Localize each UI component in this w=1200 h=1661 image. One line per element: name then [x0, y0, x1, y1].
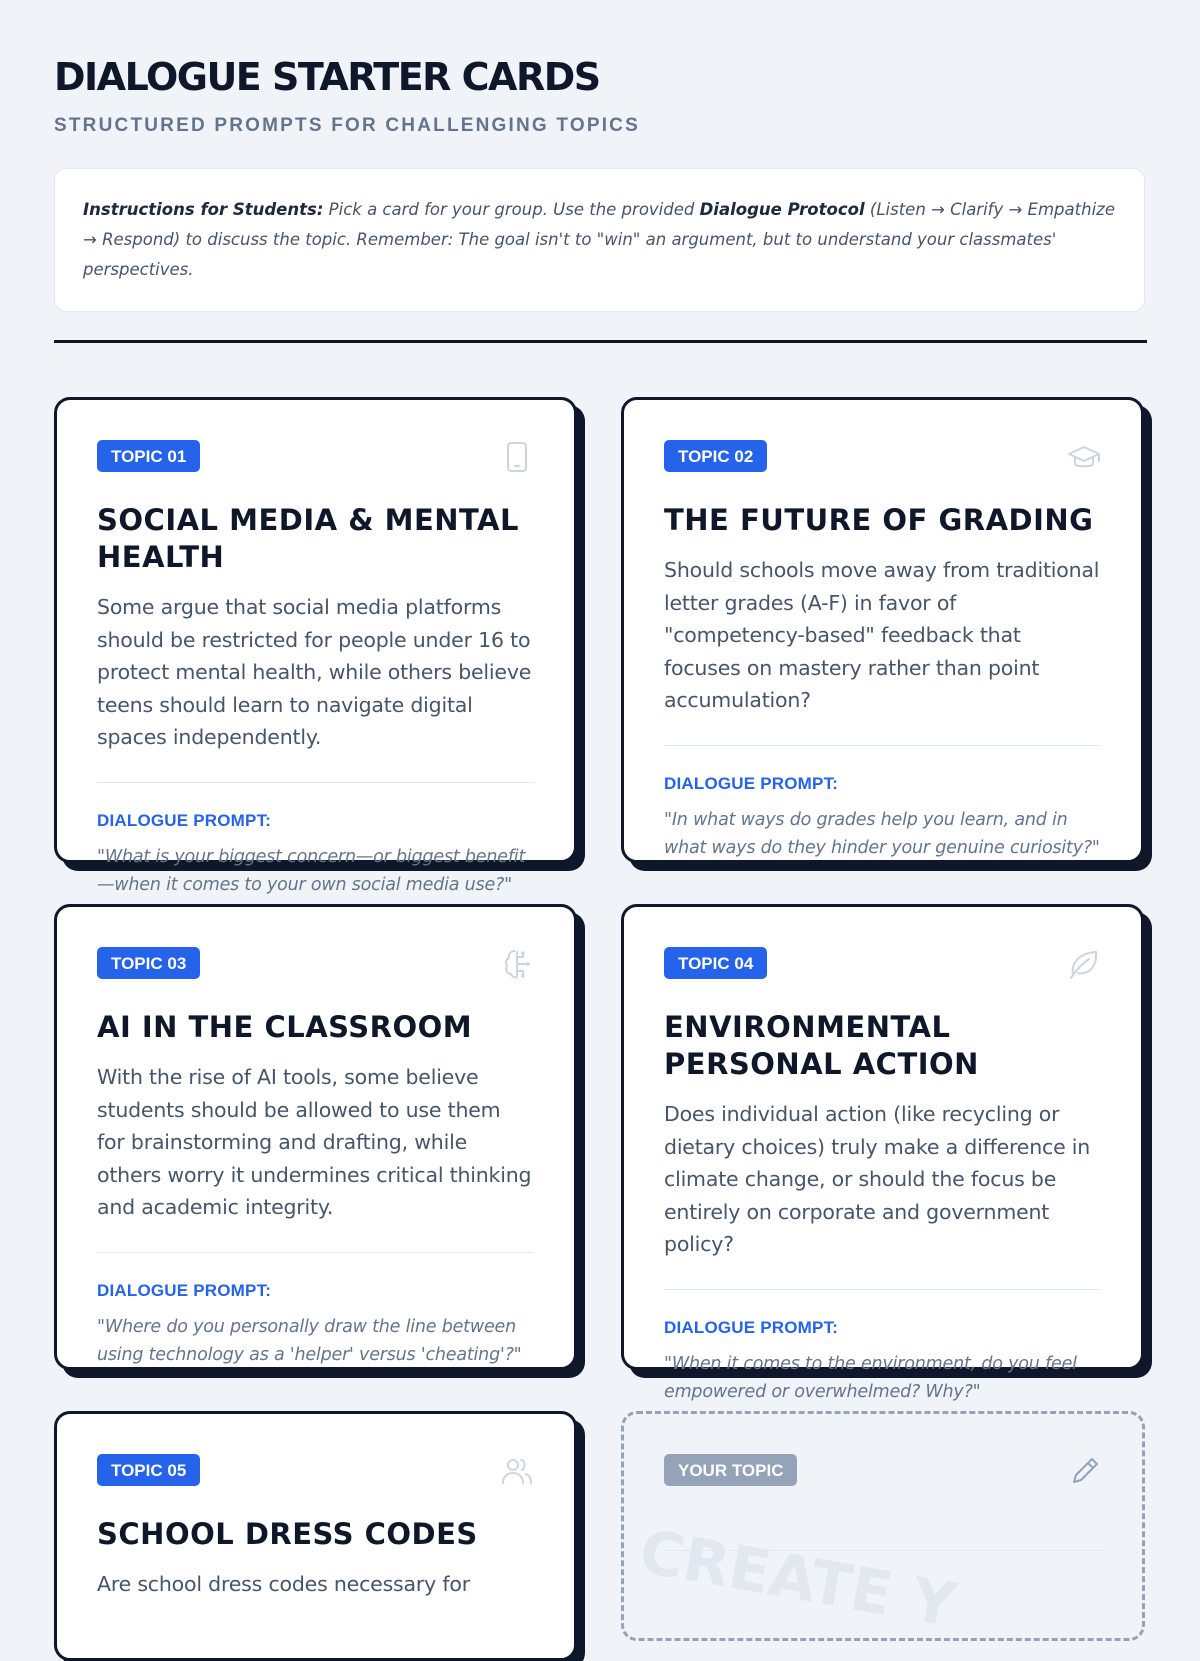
topic-badge: TOPIC 02 — [664, 440, 767, 472]
dialogue-prompt-label: DIALOGUE PROMPT: — [664, 773, 839, 793]
card-divider — [664, 1289, 1101, 1290]
smartphone-icon — [500, 440, 534, 474]
card-divider — [97, 1252, 534, 1253]
card-description: Should schools move away from traditional letter grades (A-F) in favor of "competency-based" feedback that focuses on mastery rather than point accumulation? — [664, 558, 1100, 712]
card-description: Some argue that social media platforms should be restricted for people under 16 to protect mental health, while others believe teens should learn to navigate digital spaces independently. — [97, 595, 532, 749]
topic-badge: TOPIC 03 — [97, 947, 200, 979]
dialogue-prompt-text: "In what ways do grades help you learn, and in what ways do they hinder your genuine curiosity?" — [664, 809, 1100, 858]
instructions-box — [54, 168, 1145, 312]
topic-badge: TOPIC 04 — [664, 947, 767, 979]
dialogue-prompt-label: DIALOGUE PROMPT: — [664, 1317, 839, 1337]
dialogue-prompt-label: DIALOGUE PROMPT: — [97, 1280, 272, 1300]
topic-badge: TOPIC 01 — [97, 440, 200, 472]
topic-card-04[interactable] — [621, 904, 1144, 1402]
topic-badge: TOPIC 05 — [97, 1454, 200, 1486]
card-divider — [97, 782, 534, 783]
card-divider — [664, 745, 1101, 746]
instructions-lead: Instructions for Students: — [83, 200, 324, 219]
dialogue-prompt-text: "What is your biggest concern—or biggest benefit—when it comes to your own social media use?" — [97, 846, 526, 895]
card-description: Are school dress codes necessary for — [97, 1572, 470, 1596]
page-title: DIALOGUE STARTER CARDS — [54, 55, 600, 99]
users-icon — [500, 1454, 534, 1488]
leaf-icon — [1067, 947, 1101, 981]
dialogue-prompt-label: DIALOGUE PROMPT: — [97, 810, 272, 830]
dialogue-prompt-text: "When it comes to the environment, do you feel empowered or overwhelmed? Why?" — [664, 1353, 1077, 1402]
card-title: SCHOOL DRESS CODES — [97, 1517, 478, 1551]
card-title: SOCIAL MEDIA & MENTAL HEALTH — [97, 503, 519, 574]
page-subtitle: STRUCTURED PROMPTS FOR CHALLENGING TOPICS — [54, 115, 640, 136]
card-description: Does individual action (like recycling or dietary choices) truly make a difference in climate change, or should the focus be entirely on corporate and government policy? — [664, 1102, 1091, 1256]
topic-card-02[interactable] — [621, 397, 1144, 863]
card-description: With the rise of AI tools, some believe students should be allowed to use them for brainstorming and drafting, while others worry it undermines critical thinking and academic integrity. — [97, 1065, 532, 1219]
custom-topic-card[interactable] — [621, 1411, 1145, 1641]
instructions-text-2: (Listen → Clarify → Empathize → Respond) to discuss the topic. Remember: The goal isn't to "win" an argument, but to understand your classmates' perspectives. — [83, 200, 1115, 279]
section-divider — [54, 340, 1147, 343]
dialogue-protocol-term: Dialogue Protocol — [699, 200, 865, 219]
topic-card-03[interactable] — [54, 904, 577, 1370]
brain-circuit-icon — [500, 947, 534, 981]
graduation-cap-icon — [1067, 440, 1101, 474]
dialogue-prompt-text: "Where do you personally draw the line between using technology as a 'helper' versus 'cheating'?" — [97, 1316, 522, 1365]
topic-card-05[interactable] — [54, 1411, 577, 1661]
custom-topic-badge: YOUR TOPIC — [664, 1454, 797, 1486]
pencil-icon[interactable] — [1068, 1454, 1102, 1488]
card-title: THE FUTURE OF GRADING — [664, 503, 1094, 537]
instructions-text-1: Pick a card for your group. Use the provided — [323, 200, 700, 219]
topic-card-01[interactable] — [54, 397, 577, 895]
card-title: ENVIRONMENTAL PERSONAL ACTION — [664, 1010, 979, 1081]
create-your-own-watermark: CREATE Y — [634, 1516, 961, 1642]
card-title: AI IN THE CLASSROOM — [97, 1010, 473, 1044]
